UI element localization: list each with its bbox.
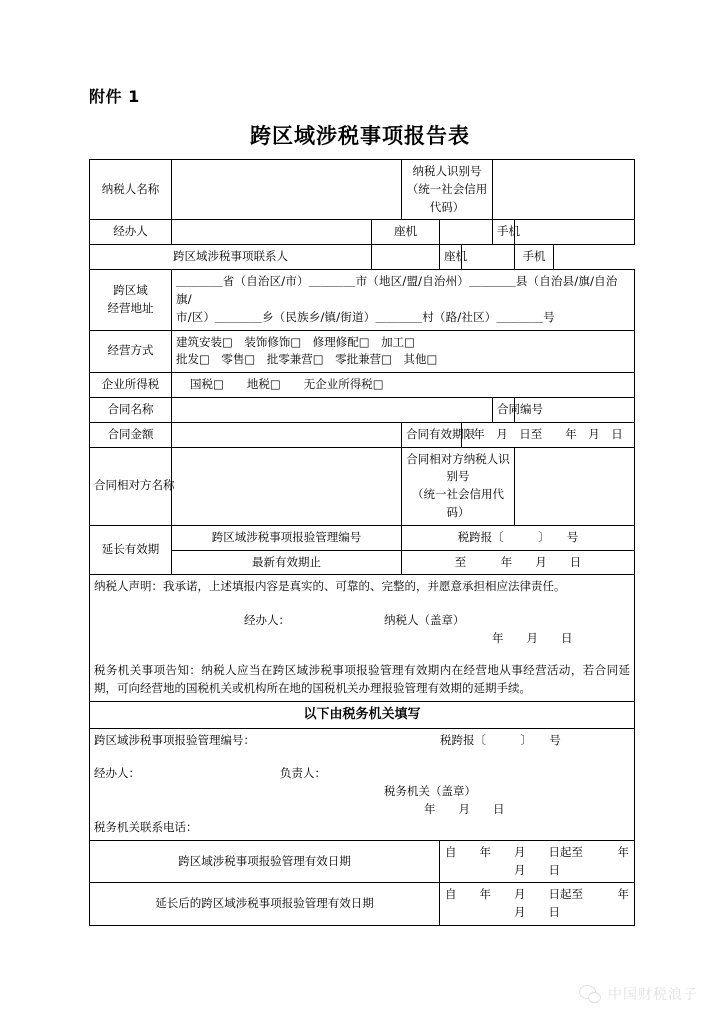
counterparty-id-label — [402, 447, 515, 525]
declaration-handler-label[interactable]: 经办人： — [244, 613, 290, 628]
table-row-contract-amount — [90, 422, 635, 447]
declaration-signature-row — [94, 612, 630, 630]
contract-amount-field[interactable] — [172, 422, 402, 447]
authority-mgmt-no-label: 跨区域涉税事项报验管理编号： — [94, 732, 255, 747]
table-row-counterparty — [90, 447, 635, 525]
contact-person-label: 跨区域涉税事项联系人 — [90, 245, 372, 270]
taxpayer-name-field[interactable] — [172, 160, 402, 220]
counterparty-id-field[interactable] — [515, 447, 635, 525]
watermark-text: 中国财税浪子 — [608, 987, 698, 1003]
contact-mobile-wrap — [515, 245, 635, 270]
taxpayer-id-field[interactable] — [493, 160, 635, 220]
business-mode-options[interactable] — [172, 330, 635, 373]
extended-valid-date-label: 延长后的跨区域涉税事项报验管理有效日期 — [90, 883, 440, 926]
wechat-icon — [579, 985, 601, 1003]
handler-mobile-field[interactable] — [515, 220, 635, 245]
contact-landline-label: 座机 — [440, 245, 462, 270]
contract-amount-label: 合同金额 — [90, 422, 172, 447]
authority-mgmt-no-row — [94, 732, 630, 750]
extended-valid-date-value[interactable]: 自 年 月 日起至 年 月 日 — [440, 883, 635, 926]
contact-person-name-field[interactable] — [372, 245, 440, 270]
latest-expiry-value[interactable]: 至 年 月 日 — [402, 550, 635, 575]
address-label — [90, 270, 172, 330]
declaration-date[interactable]: 年 月 日 — [492, 631, 573, 646]
page-title: 跨区域涉税事项报告表 — [250, 124, 470, 148]
declaration-block — [90, 575, 635, 701]
contract-no-label: 合同编号 — [493, 397, 515, 422]
contact-mobile-label: 手机 — [515, 245, 554, 269]
contract-name-field[interactable] — [172, 397, 493, 422]
counterparty-name-label: 合同相对方名称 — [90, 447, 172, 525]
address-label-line1: 跨区域 — [113, 282, 148, 297]
tax-report-form-table — [89, 159, 652, 926]
address-label-line2: 经营地址 — [107, 300, 154, 315]
business-mode-line2: 批发□ 零售□ 批零兼营□ 零批兼营□ 其他□ — [176, 352, 438, 367]
authority-responsible-label[interactable]: 负责人： — [280, 766, 326, 781]
attachment-label: 附件 1 — [89, 87, 140, 106]
table-row-latest-expiry — [90, 550, 635, 575]
counterparty-id-label-line2: （统一社会信用代码） — [412, 487, 504, 519]
contact-mobile-field[interactable] — [554, 245, 635, 269]
handler-landline-field[interactable] — [440, 220, 493, 245]
address-line2: 市/区）＿＿＿＿乡（民族乡/镇/街道）＿＿＿＿村（路/社区）＿＿＿＿号 — [176, 309, 555, 324]
counterparty-name-field[interactable] — [172, 447, 402, 525]
authority-phone-label[interactable]: 税务机关联系电话： — [94, 819, 198, 834]
table-row-declaration — [90, 575, 635, 701]
table-row-contact-person — [90, 245, 635, 270]
table-row-valid-date — [90, 840, 635, 883]
authority-block — [90, 728, 635, 840]
contract-period-label: 合同有效期限 — [402, 422, 462, 447]
authority-handler-label[interactable]: 经办人： — [94, 766, 140, 781]
declaration-notice: 税务机关事项告知：纳税人应当在跨区域涉税事项报验管理有效期内在经营地从事经营活动，若合同延期，可向经营地的国税机关或机构所在地的国税机关办理报验管理有效期的延期手续。 — [94, 662, 631, 695]
contact-landline-field[interactable] — [462, 245, 515, 270]
handler-name-field[interactable] — [172, 220, 372, 245]
handler-landline-label: 座机 — [372, 220, 440, 245]
table-row-income-tax — [90, 373, 635, 398]
income-tax-label: 企业所得税 — [90, 373, 172, 398]
counterparty-id-label-line1: 合同相对方纳税人识别号 — [406, 451, 510, 484]
taxpayer-id-label-line2: （统一社会信用代码） — [406, 181, 488, 214]
contract-name-label: 合同名称 — [90, 397, 172, 422]
authority-seal-date[interactable]: 年 月 日 — [424, 802, 505, 817]
table-row-authority-header — [90, 701, 635, 728]
valid-date-value[interactable]: 自 年 月 日起至 年 月 日 — [440, 840, 635, 883]
table-row-address — [90, 270, 635, 330]
authority-seal-label[interactable]: 税务机关（盖章） — [384, 784, 476, 799]
business-mode-line1: 建筑安装□ 装饰修饰□ 修理修配□ 加工□ — [176, 334, 415, 349]
declaration-taxpayer-seal-label[interactable]: 纳税人（盖章） — [384, 613, 465, 628]
valid-date-label: 跨区域涉税事项报验管理有效日期 — [90, 840, 440, 883]
table-row-contract-name — [90, 397, 635, 422]
table-row-handler — [90, 220, 635, 245]
authority-signature-row — [94, 765, 630, 783]
handler-mobile-label: 手机 — [493, 220, 515, 245]
extend-validity-label: 延长有效期 — [90, 525, 172, 575]
table-row-extended-valid-date — [90, 883, 635, 926]
table-row-taxpayer — [90, 160, 635, 220]
handler-label: 经办人 — [90, 220, 172, 245]
authority-mgmt-no-value[interactable]: 税跨报〔 〕 号 — [440, 732, 561, 747]
income-tax-options[interactable]: 国税□ 地税□ 无企业所得税□ — [172, 373, 635, 398]
extend-mgmt-no-value[interactable]: 税跨报〔 〕 号 — [402, 525, 635, 550]
table-row-authority-block — [90, 728, 635, 840]
authority-section-header: 以下由税务机关填写 — [90, 701, 635, 728]
table-row-business-mode — [90, 330, 635, 373]
extend-mgmt-no-label: 跨区域涉税事项报验管理编号 — [172, 525, 402, 550]
declaration-statement: 纳税人声明：我承诺，上述填报内容是真实的、可靠的、完整的，并愿意承担相应法律责任。 — [94, 579, 566, 594]
table-row-extend-mgmt-no — [90, 525, 635, 550]
watermark — [579, 984, 698, 1004]
latest-expiry-label: 最新有效期止 — [172, 550, 402, 575]
contract-period-value[interactable]: 年 月 日至 年 月 日 — [462, 422, 635, 447]
taxpayer-id-label — [402, 160, 493, 220]
taxpayer-id-label-line1: 纳税人识别号 — [412, 164, 482, 178]
address-line1: ＿＿＿＿省（自治区/市）＿＿＿＿市（地区/盟/自治州）＿＿＿＿县（自治县/旗/自治旗/ — [176, 274, 618, 306]
business-mode-label: 经营方式 — [90, 330, 172, 373]
taxpayer-name-label: 纳税人名称 — [90, 160, 172, 220]
address-field[interactable] — [172, 270, 635, 330]
